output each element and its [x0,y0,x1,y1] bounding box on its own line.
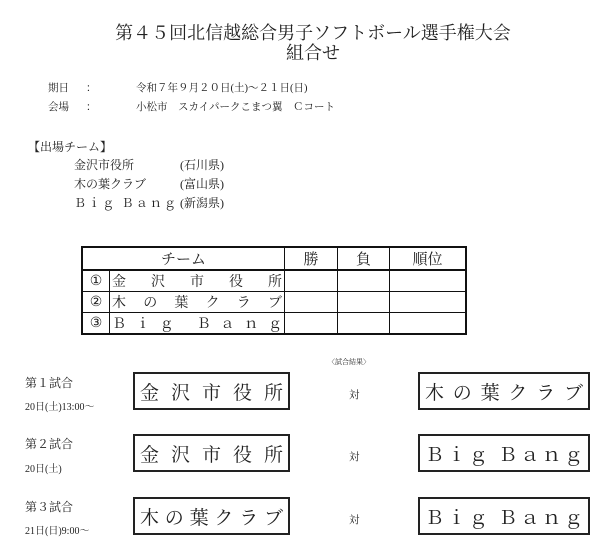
name-char: 所 [268,275,282,290]
name-char: Ｂ [196,317,211,332]
away-team-text [425,503,583,530]
team-name-text: 金沢市役所 [74,158,135,172]
match-time: 20日(土) [25,464,62,475]
name-char: ラ [536,382,556,404]
row-number: ③ [82,313,110,335]
team-name: 木の葉クラブ [74,177,147,191]
home-team-text [140,378,283,405]
name-char: ブ [563,382,583,404]
team-prefecture: (新潟県) [180,196,224,210]
team-prefecture: (石川県) [180,158,224,172]
name-char: ａ [520,507,540,529]
standings-header-row [82,247,466,270]
table-row [82,292,466,313]
name-char: 沢 [170,444,190,466]
row-loss [338,313,390,335]
name-char: ｉ [88,196,101,210]
name-char: 金 [140,444,160,466]
document-subtitle: 組合せ [286,43,340,63]
venue-value: 小松市 スカイパークこまつ翼 Ｃコート [136,102,335,113]
name-char: 木 [425,382,445,404]
row-win [285,292,338,313]
name-char: 市 [201,444,221,466]
name-char: の [164,507,184,529]
name-char: ｇ [102,196,115,210]
name-char: 葉 [480,382,500,404]
name-char: ク [205,296,220,311]
table-row [82,313,466,335]
name-char: 沢 [170,382,190,404]
away-team-text [425,440,583,467]
name-char: の [143,296,158,311]
name-char: ａ [220,317,235,332]
match-away-team [418,497,590,535]
match-away-team [418,372,590,410]
header-team: チーム [82,247,285,270]
name-char: ｇ [563,444,583,466]
venue-colon: ： [86,102,97,113]
name-char: ブ [263,507,283,529]
team-prefecture: (富山県) [180,177,224,191]
row-win [285,313,338,335]
document-title: 第４５回北信越総合男子ソフトボール選手権大会 [115,23,511,43]
name-char: 市 [190,275,204,290]
match-title: 第１試合 [25,376,74,390]
name-char: ク [214,507,234,529]
name-char: ｉ [135,317,150,332]
name-char: 市 [201,382,221,404]
away-team-text [425,378,583,405]
date-label: 期日 [48,83,69,94]
header-rank: 順位 [390,247,467,270]
header-loss: 負 [338,247,390,270]
row-rank [390,313,467,335]
results-label: 〈試合結果〉 [328,358,370,366]
name-char: ｎ [542,444,562,466]
row-team-text [112,313,282,333]
row-loss [338,270,390,292]
row-win [285,270,338,292]
versus-label: 対 [349,515,360,526]
name-char: ｇ [163,196,176,210]
name-char: 所 [263,444,283,466]
home-team-text [140,440,283,467]
name-char: 葉 [189,507,209,529]
name-char: 所 [263,382,283,404]
row-team [110,292,285,313]
name-char [183,313,187,333]
team-name [74,196,176,210]
match-home-team [133,372,290,410]
name-char: ラ [236,296,251,311]
row-team-text [112,271,282,291]
match-title: 第３試合 [25,500,74,514]
name-char: 葉 [174,296,189,311]
name-char: Ｂ [112,317,126,332]
name-char: Ｂ [425,507,445,529]
row-number: ① [82,270,110,292]
name-char [491,440,496,467]
name-char: Ｂ [74,196,87,210]
name-char: ｇ [159,317,174,332]
versus-label: 対 [349,390,360,401]
versus-label: 対 [349,452,360,463]
match-time: 21日(日)9:00～ [25,526,90,537]
name-char: 木 [140,507,160,529]
name-char [116,196,119,210]
name-char: ラ [239,507,259,529]
name-char: 役 [232,444,252,466]
standings-table [81,246,467,335]
name-char: 役 [232,382,252,404]
team-name [74,158,134,172]
name-char: ｉ [446,444,466,466]
match-away-team [418,434,590,472]
header-win: 勝 [285,247,338,270]
date-colon: ： [86,83,97,94]
name-char: Ｂ [498,444,518,466]
name-char: ク [508,382,528,404]
name-char: Ｂ [121,196,134,210]
name-char: ｎ [149,196,162,210]
match-time: 20日(土)13:00～ [25,402,95,413]
name-char: ａ [520,444,540,466]
name-char: 金 [140,382,160,404]
name-char: 金 [112,275,126,290]
name-char: 木 [112,296,126,311]
match-title: 第２試合 [25,437,74,451]
name-char: ｎ [542,507,562,529]
row-loss [338,292,390,313]
name-char: Ｂ [498,507,518,529]
row-team-text [112,292,282,312]
team-name-text [74,196,176,210]
name-char: ｇ [267,317,282,332]
teams-heading: 【出場チーム】 [28,140,113,154]
home-team-text [140,503,283,530]
name-char: Ｂ [425,444,445,466]
row-team [110,270,285,292]
name-char: ｇ [468,444,488,466]
row-team [110,313,285,335]
name-char: ｇ [563,507,583,529]
row-rank [390,270,467,292]
name-char: ｇ [468,507,488,529]
name-char: ａ [135,196,148,210]
row-number: ② [82,292,110,313]
table-row [82,270,466,292]
date-value: 令和７年９月２０日(土)～２１日(日) [136,83,308,94]
name-char: ｉ [446,507,466,529]
name-char: ブ [267,296,282,311]
name-char: ｎ [244,317,259,332]
name-char: 役 [229,275,243,290]
name-char: の [452,382,472,404]
venue-label: 会場 [48,102,69,113]
match-home-team [133,434,290,472]
name-char [491,503,496,530]
match-home-team [133,497,290,535]
row-rank [390,292,467,313]
name-char: 沢 [151,275,165,290]
